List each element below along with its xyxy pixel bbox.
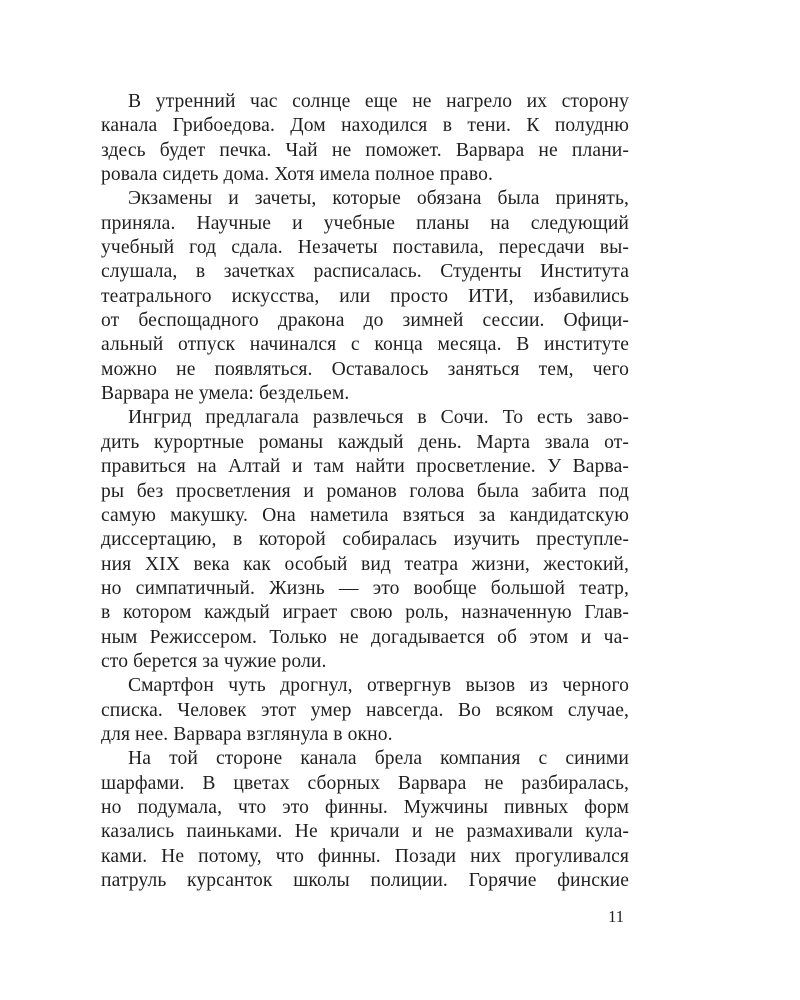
text-block	[101, 90, 629, 893]
paragraph	[101, 406, 629, 674]
text-line: сто берется за чужие роли.	[101, 650, 327, 672]
text-line: диссертацию, в которой собиралась изучить преступле-	[101, 529, 629, 551]
text-line: патруль курсанток школы полиции. Горячие финские	[101, 870, 629, 891]
text-line: от беспощадного дракона до зимней сессии. Офици-	[101, 310, 629, 332]
text-line: правиться на Алтай и там найти просветление. У Варва-	[101, 456, 629, 478]
text-line: для нее. Варвара взглянула в окно.	[101, 723, 393, 745]
text-line: слушала, в зачетках расписалась. Студенты Института	[101, 261, 629, 283]
paragraph	[101, 674, 629, 747]
text-line: ровала сидеть дома. Хотя имела полное право.	[101, 164, 493, 186]
text-line: но подумала, что это финны. Мужчины пивных форм	[101, 796, 629, 818]
text-line: Смартфон чуть дрогнул, отвергнув вызов из черного	[128, 675, 629, 697]
text-line: казались паиньками. Не кричали и не размахивали кула-	[101, 821, 629, 843]
text-line: На той стороне канала брела компания с синими	[128, 748, 629, 770]
text-line: ками. Не потому, что финны. Позади них прогуливался	[101, 845, 629, 867]
text-line: ным Режиссером. Только не догадывается об этом и ча-	[101, 626, 629, 648]
text-line: альный отпуск начинался с конца месяца. В институте	[101, 334, 629, 356]
paragraph	[101, 747, 629, 893]
text-line: канала Грибоедова. Дом находился в тени. К полудню	[101, 115, 629, 137]
text-line: приняла. Научные и учебные планы на следующий	[101, 212, 629, 234]
text-line: ния XIX века как особый вид театра жизни, жестокий,	[101, 553, 629, 575]
text-line: списка. Человек этот умер навсегда. Во всяком случае,	[101, 699, 629, 721]
paragraph	[101, 187, 629, 406]
text-line: Экзамены и зачеты, которые обязана была принять,	[128, 188, 629, 210]
text-line: самую макушку. Она наметила взяться за кандидатскую	[101, 504, 629, 526]
paragraph	[101, 90, 629, 187]
text-line: дить курортные романы каждый день. Марта звала от-	[101, 431, 629, 453]
text-line: В утренний час солнце еще не нагрело их сторону	[128, 91, 629, 112]
text-line: здесь будет печка. Чай не поможет. Варвара не плани-	[101, 139, 629, 161]
text-line: Ингрид предлагала развлечься в Сочи. То есть заво-	[128, 407, 629, 429]
text-line: можно не появляться. Оставалось заняться тем, чего	[101, 358, 629, 380]
page-number: 11	[608, 907, 624, 926]
text-line: театрального искусства, или просто ИТИ, избавились	[101, 285, 629, 307]
text-line: в котором каждый играет свою роль, назначенную Глав-	[101, 602, 629, 624]
text-line: ры без просветления и романов голова была забита под	[101, 480, 629, 502]
text-line: учебный год сдала. Незачеты поставила, пересдачи вы-	[101, 237, 629, 259]
text-line: но симпатичный. Жизнь — это вообще большой театр,	[101, 577, 629, 599]
text-line: шарфами. В цветах сборных Варвара не разбиралась,	[101, 772, 629, 794]
text-line: Варвара не умела: бездельем.	[101, 383, 350, 405]
